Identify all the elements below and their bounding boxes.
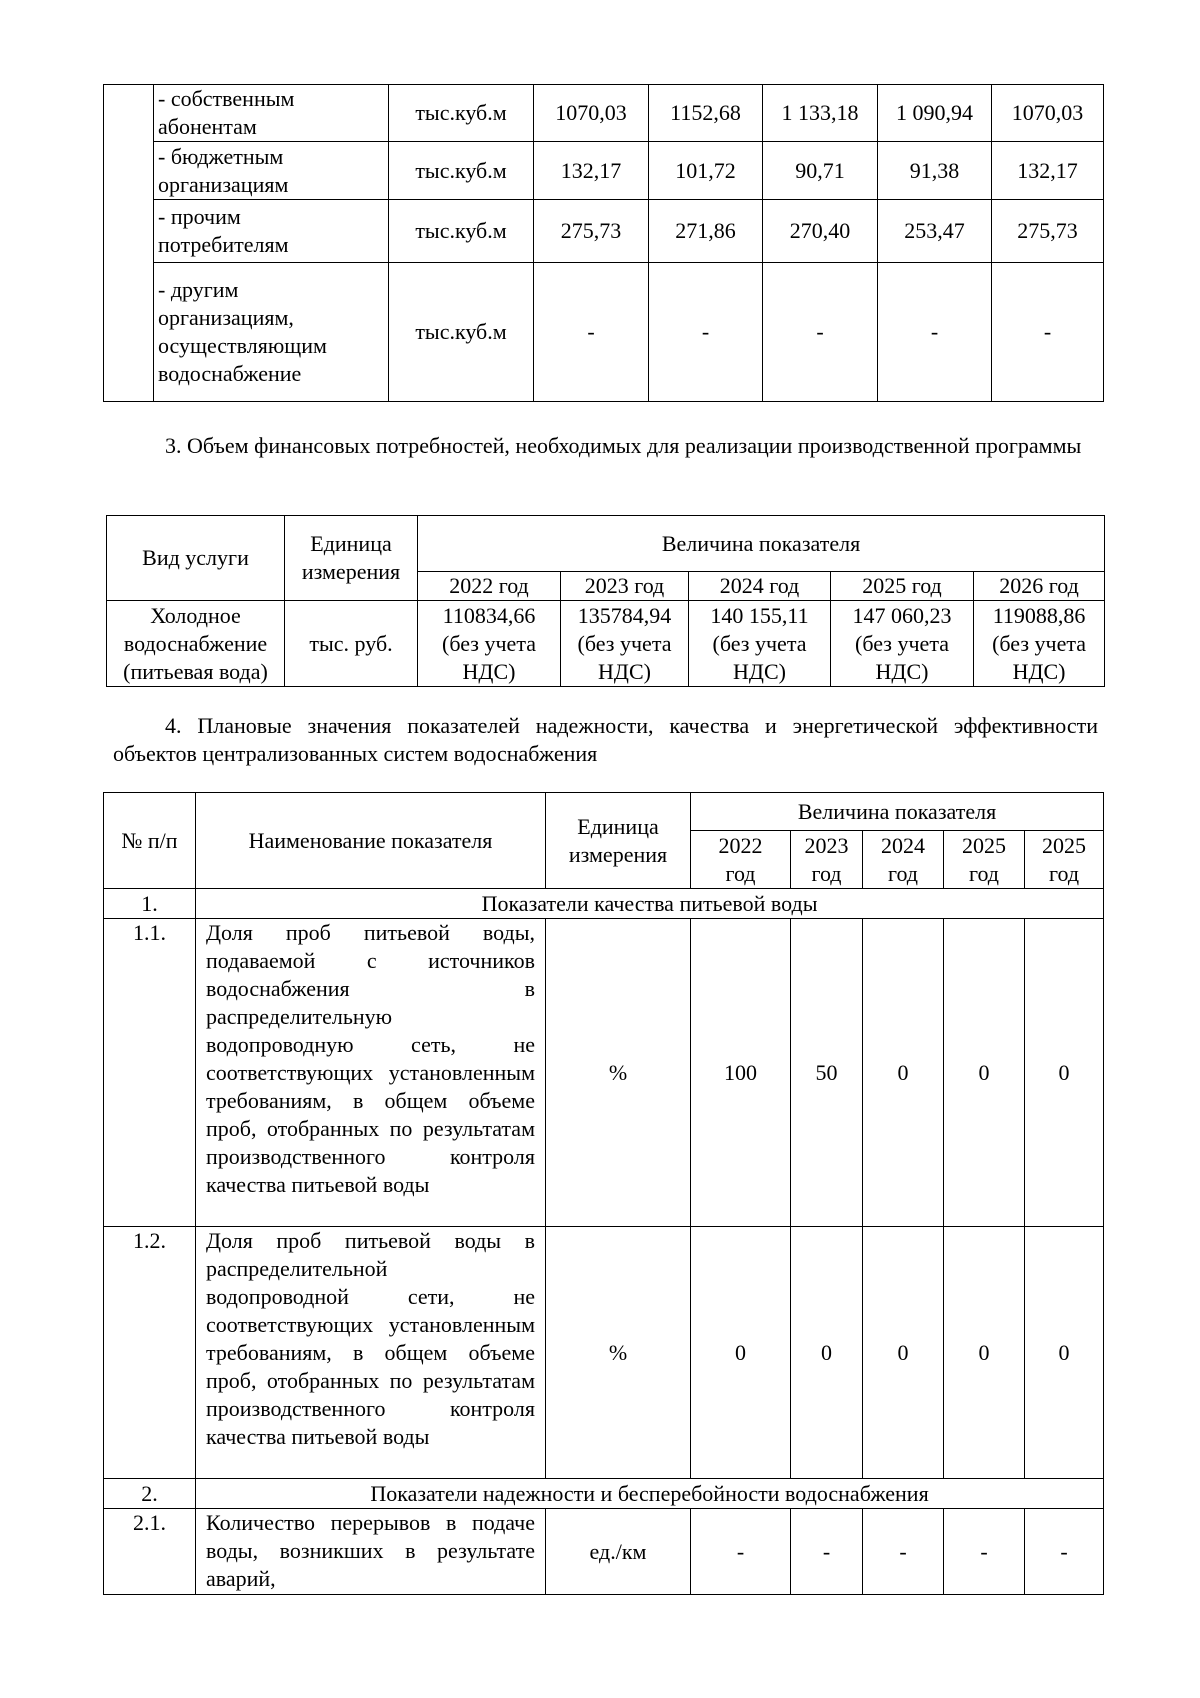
header-year: 2022 год: [418, 572, 561, 601]
finance-table: [106, 515, 1105, 687]
value-cell: 90,71: [763, 142, 878, 200]
header-year: 2025 год: [1025, 831, 1104, 889]
section-4-heading: 4. Плановые значения показателей надежности, качества и энергетической эффективности объектов централизованных систем водоснабжения: [113, 713, 1098, 766]
value-cell: 140 155,11 (без учета НДС): [689, 601, 831, 687]
value-cell: -: [649, 263, 763, 402]
table-row: [107, 601, 1105, 687]
value-cell: -: [791, 1509, 863, 1595]
table-row: [104, 142, 1104, 200]
row-number: 1.1.: [104, 919, 196, 1227]
value-cell: 0: [791, 1227, 863, 1479]
row-label: - бюджетным организациям: [154, 142, 389, 200]
value-cell: 0: [1025, 919, 1104, 1227]
indicator-name: Доля проб питьевой воды, подаваемой с источников водоснабжения в распределительную водопроводную сеть, не соответствующих установленным требованиям, в общем объеме проб, отобранных по результатам производственного контроля качества питьевой воды: [196, 919, 546, 1227]
header-name: Наименование показателя: [196, 793, 546, 889]
value-cell: 0: [863, 1227, 944, 1479]
table-header-row: [104, 793, 1104, 831]
value-cell: -: [691, 1509, 791, 1595]
table-row: [104, 200, 1104, 263]
value-cell: -: [878, 263, 992, 402]
row-number-cell: [104, 85, 154, 402]
value-cell: 1152,68: [649, 85, 763, 142]
group-row: [104, 889, 1104, 919]
value-cell: 1 133,18: [763, 85, 878, 142]
row-number: 2.1.: [104, 1509, 196, 1595]
value-cell: -: [992, 263, 1104, 402]
table-row: [104, 85, 1104, 142]
header-number: № п/п: [104, 793, 196, 889]
row-label: - прочим потребителям: [154, 200, 389, 263]
header-year: 2025 год: [944, 831, 1025, 889]
header-year: 2023 год: [561, 572, 689, 601]
unit-cell: %: [546, 919, 691, 1227]
unit-cell: %: [546, 1227, 691, 1479]
row-label: - собственным абонентам: [154, 85, 389, 142]
header-year: 2024 год: [689, 572, 831, 601]
value-cell: 1070,03: [992, 85, 1104, 142]
row-label: - другим организациям, осуществляющим водоснабжение: [154, 263, 389, 402]
unit-cell: ед./км: [546, 1509, 691, 1595]
indicator-name: Количество перерывов в подаче воды, возникших в результате аварий,: [196, 1509, 546, 1595]
value-cell: 0: [944, 919, 1025, 1227]
group-title: Показатели качества питьевой воды: [196, 889, 1104, 919]
value-cell: 119088,86 (без учета НДС): [974, 601, 1105, 687]
indicators-table: [103, 792, 1104, 1595]
header-year: 2022 год: [691, 831, 791, 889]
unit-cell: тыс.куб.м: [389, 200, 534, 263]
header-unit: Единица измерения: [285, 516, 418, 601]
group-number: 2.: [104, 1479, 196, 1509]
group-number: 1.: [104, 889, 196, 919]
value-cell: 275,73: [534, 200, 649, 263]
value-cell: 101,72: [649, 142, 763, 200]
unit-cell: тыс.куб.м: [389, 263, 534, 402]
value-cell: 0: [944, 1227, 1025, 1479]
indicator-name: Доля проб питьевой воды в распределительной водопроводной сети, не соответствующих установленным требованиям, в общем объеме проб, отобранных по результатам производственного контроля качества питьевой воды: [196, 1227, 546, 1479]
value-cell: 253,47: [878, 200, 992, 263]
table-row: [104, 263, 1104, 402]
table-row: [104, 1509, 1104, 1595]
value-cell: 0: [691, 1227, 791, 1479]
header-value: Величина показателя: [418, 516, 1105, 572]
value-cell: 91,38: [878, 142, 992, 200]
value-cell: 270,40: [763, 200, 878, 263]
unit-cell: тыс.куб.м: [389, 85, 534, 142]
value-cell: 50: [791, 919, 863, 1227]
value-cell: 0: [863, 919, 944, 1227]
value-cell: -: [534, 263, 649, 402]
value-cell: 1070,03: [534, 85, 649, 142]
section-3-heading: 3. Объем финансовых потребностей, необходимых для реализации производственной программы: [165, 433, 1082, 458]
value-cell: 100: [691, 919, 791, 1227]
value-cell: 132,17: [534, 142, 649, 200]
header-year: 2026 год: [974, 572, 1105, 601]
value-cell: 1 090,94: [878, 85, 992, 142]
header-year: 2025 год: [831, 572, 974, 601]
value-cell: -: [944, 1509, 1025, 1595]
row-number: 1.2.: [104, 1227, 196, 1479]
service-cell: Холодное водоснабжение (питьевая вода): [107, 601, 285, 687]
value-cell: -: [1025, 1509, 1104, 1595]
table-row: [104, 1227, 1104, 1479]
value-cell: 147 060,23 (без учета НДС): [831, 601, 974, 687]
table-header-row: [107, 516, 1105, 572]
group-title: Показатели надежности и бесперебойности водоснабжения: [196, 1479, 1104, 1509]
header-value: Величина показателя: [691, 793, 1104, 831]
value-cell: 110834,66 (без учета НДС): [418, 601, 561, 687]
header-year: 2024 год: [863, 831, 944, 889]
value-cell: 135784,94 (без учета НДС): [561, 601, 689, 687]
header-unit: Единица измерения: [546, 793, 691, 889]
header-service: Вид услуги: [107, 516, 285, 601]
value-cell: -: [763, 263, 878, 402]
value-cell: 275,73: [992, 200, 1104, 263]
unit-cell: тыс. руб.: [285, 601, 418, 687]
value-cell: 132,17: [992, 142, 1104, 200]
value-cell: 0: [1025, 1227, 1104, 1479]
consumption-table: [103, 84, 1104, 402]
table-row: [104, 919, 1104, 1227]
value-cell: -: [863, 1509, 944, 1595]
unit-cell: тыс.куб.м: [389, 142, 534, 200]
value-cell: 271,86: [649, 200, 763, 263]
header-year: 2023 год: [791, 831, 863, 889]
group-row: [104, 1479, 1104, 1509]
